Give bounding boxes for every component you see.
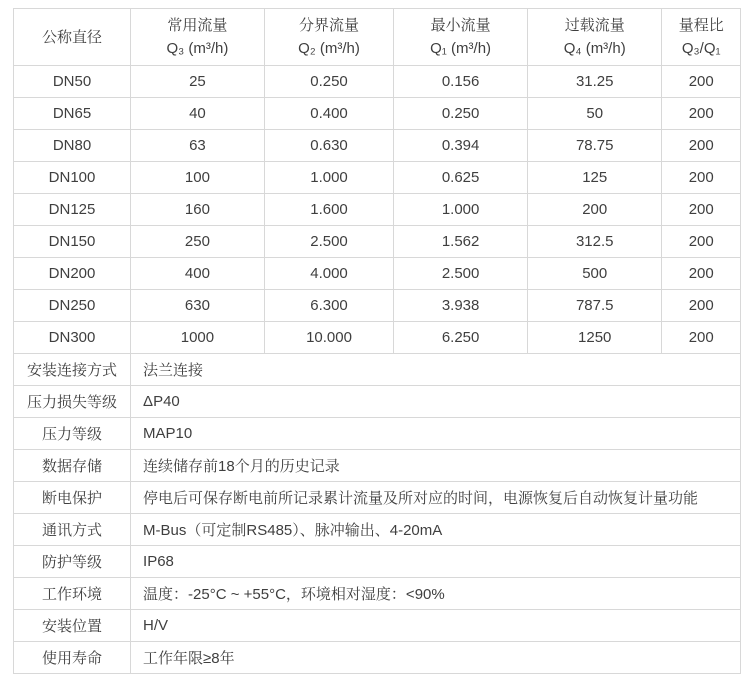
header-title: 最小流量 [430, 17, 491, 34]
header-range-ratio [662, 9, 741, 66]
spec-row [14, 546, 741, 578]
q4-cell: 78.75 [527, 130, 661, 162]
dn-cell: DN80 [14, 130, 131, 162]
header-title: 量程比 [678, 17, 724, 34]
spec-label: 安装位置 [14, 610, 131, 642]
q2-cell: 0.630 [264, 130, 393, 162]
table-row [14, 194, 741, 226]
ratio-cell: 200 [662, 66, 741, 98]
header-formula: Q₃/Q₁ [681, 40, 721, 57]
header-formula: Q₃ (m³/h) [166, 40, 229, 57]
q1-cell: 0.156 [394, 66, 528, 98]
header-formula: Q₄ (m³/h) [563, 40, 626, 57]
q4-cell: 1250 [527, 322, 661, 354]
q4-cell: 312.5 [527, 226, 661, 258]
q2-cell: 4.000 [264, 258, 393, 290]
q4-cell: 31.25 [527, 66, 661, 98]
header-overload-flow [527, 9, 661, 66]
spec-label: 通讯方式 [14, 514, 131, 546]
header-title: 分界流量 [299, 17, 360, 34]
q4-cell: 50 [527, 98, 661, 130]
header-row [14, 9, 741, 66]
table-row [14, 130, 741, 162]
ratio-cell: 200 [662, 322, 741, 354]
q1-cell: 1.000 [394, 194, 528, 226]
spec-row [14, 354, 741, 386]
q3-cell: 630 [131, 290, 265, 322]
spec-row [14, 610, 741, 642]
q4-cell: 500 [527, 258, 661, 290]
q4-cell: 787.5 [527, 290, 661, 322]
spec-rows-body [14, 354, 741, 674]
table-row [14, 98, 741, 130]
spec-label: 压力损失等级 [14, 386, 131, 418]
ratio-cell: 200 [662, 194, 741, 226]
q1-cell: 3.938 [394, 290, 528, 322]
spec-value: H/V [131, 610, 741, 642]
q3-cell: 250 [131, 226, 265, 258]
header-title: 常用流量 [167, 17, 228, 34]
spec-value: ΔP40 [131, 386, 741, 418]
header-minimum-flow [394, 9, 528, 66]
dn-cell: DN100 [14, 162, 131, 194]
spec-label: 使用寿命 [14, 642, 131, 674]
table-row [14, 258, 741, 290]
dn-cell: DN250 [14, 290, 131, 322]
dn-cell: DN150 [14, 226, 131, 258]
spec-value: 温度：-25°C ~ +55°C，环境相对湿度：<90% [131, 578, 741, 610]
q1-cell: 0.625 [394, 162, 528, 194]
ratio-cell: 200 [662, 226, 741, 258]
table-row [14, 226, 741, 258]
spec-label: 工作环境 [14, 578, 131, 610]
q2-cell: 0.250 [264, 66, 393, 98]
q3-cell: 63 [131, 130, 265, 162]
spec-label: 断电保护 [14, 482, 131, 514]
spec-value: 工作年限≥8年 [131, 642, 741, 674]
q3-cell: 100 [131, 162, 265, 194]
table-row [14, 66, 741, 98]
spec-row [14, 450, 741, 482]
q1-cell: 0.394 [394, 130, 528, 162]
spec-value: 连续储存前18个月的历史记录 [131, 450, 741, 482]
spec-value: IP68 [131, 546, 741, 578]
ratio-cell: 200 [662, 258, 741, 290]
ratio-cell: 200 [662, 98, 741, 130]
spec-row [14, 482, 741, 514]
ratio-cell: 200 [662, 162, 741, 194]
q3-cell: 25 [131, 66, 265, 98]
header-permanent-flow [131, 9, 265, 66]
spec-row [14, 578, 741, 610]
dn-cell: DN65 [14, 98, 131, 130]
table-row [14, 322, 741, 354]
spec-row [14, 514, 741, 546]
spec-label: 压力等级 [14, 418, 131, 450]
q1-cell: 0.250 [394, 98, 528, 130]
header-nominal-diameter [14, 9, 131, 66]
q1-cell: 6.250 [394, 322, 528, 354]
header-title: 过载流量 [564, 17, 625, 34]
q1-cell: 2.500 [394, 258, 528, 290]
q2-cell: 10.000 [264, 322, 393, 354]
spec-value: M-Bus（可定制RS485）、脉冲输出、4-20mA [131, 514, 741, 546]
q2-cell: 1.600 [264, 194, 393, 226]
spec-label: 数据存储 [14, 450, 131, 482]
q3-cell: 1000 [131, 322, 265, 354]
flow-spec-table [13, 8, 741, 674]
dn-cell: DN300 [14, 322, 131, 354]
q2-cell: 1.000 [264, 162, 393, 194]
flow-data-body [14, 66, 741, 354]
dn-cell: DN200 [14, 258, 131, 290]
dn-cell: DN50 [14, 66, 131, 98]
table-row [14, 290, 741, 322]
ratio-cell: 200 [662, 130, 741, 162]
spec-value: 停电后可保存断电前所记录累计流量及所对应的时间，电源恢复后自动恢复计量功能 [131, 482, 741, 514]
q3-cell: 400 [131, 258, 265, 290]
spec-row [14, 386, 741, 418]
spec-row [14, 418, 741, 450]
spec-label: 安装连接方式 [14, 354, 131, 386]
dn-cell: DN125 [14, 194, 131, 226]
header-transitional-flow [264, 9, 393, 66]
header-title: 公称直径 [42, 28, 103, 46]
spec-row [14, 642, 741, 674]
spec-label: 防护等级 [14, 546, 131, 578]
q4-cell: 200 [527, 194, 661, 226]
q3-cell: 40 [131, 98, 265, 130]
spec-value: 法兰连接 [131, 354, 741, 386]
header-formula: Q₂ (m³/h) [298, 40, 360, 57]
header-formula: Q₁ (m³/h) [430, 40, 492, 57]
q3-cell: 160 [131, 194, 265, 226]
q2-cell: 6.300 [264, 290, 393, 322]
table-row [14, 162, 741, 194]
q4-cell: 125 [527, 162, 661, 194]
q1-cell: 1.562 [394, 226, 528, 258]
q2-cell: 2.500 [264, 226, 393, 258]
q2-cell: 0.400 [264, 98, 393, 130]
ratio-cell: 200 [662, 290, 741, 322]
spec-value: MAP10 [131, 418, 741, 450]
